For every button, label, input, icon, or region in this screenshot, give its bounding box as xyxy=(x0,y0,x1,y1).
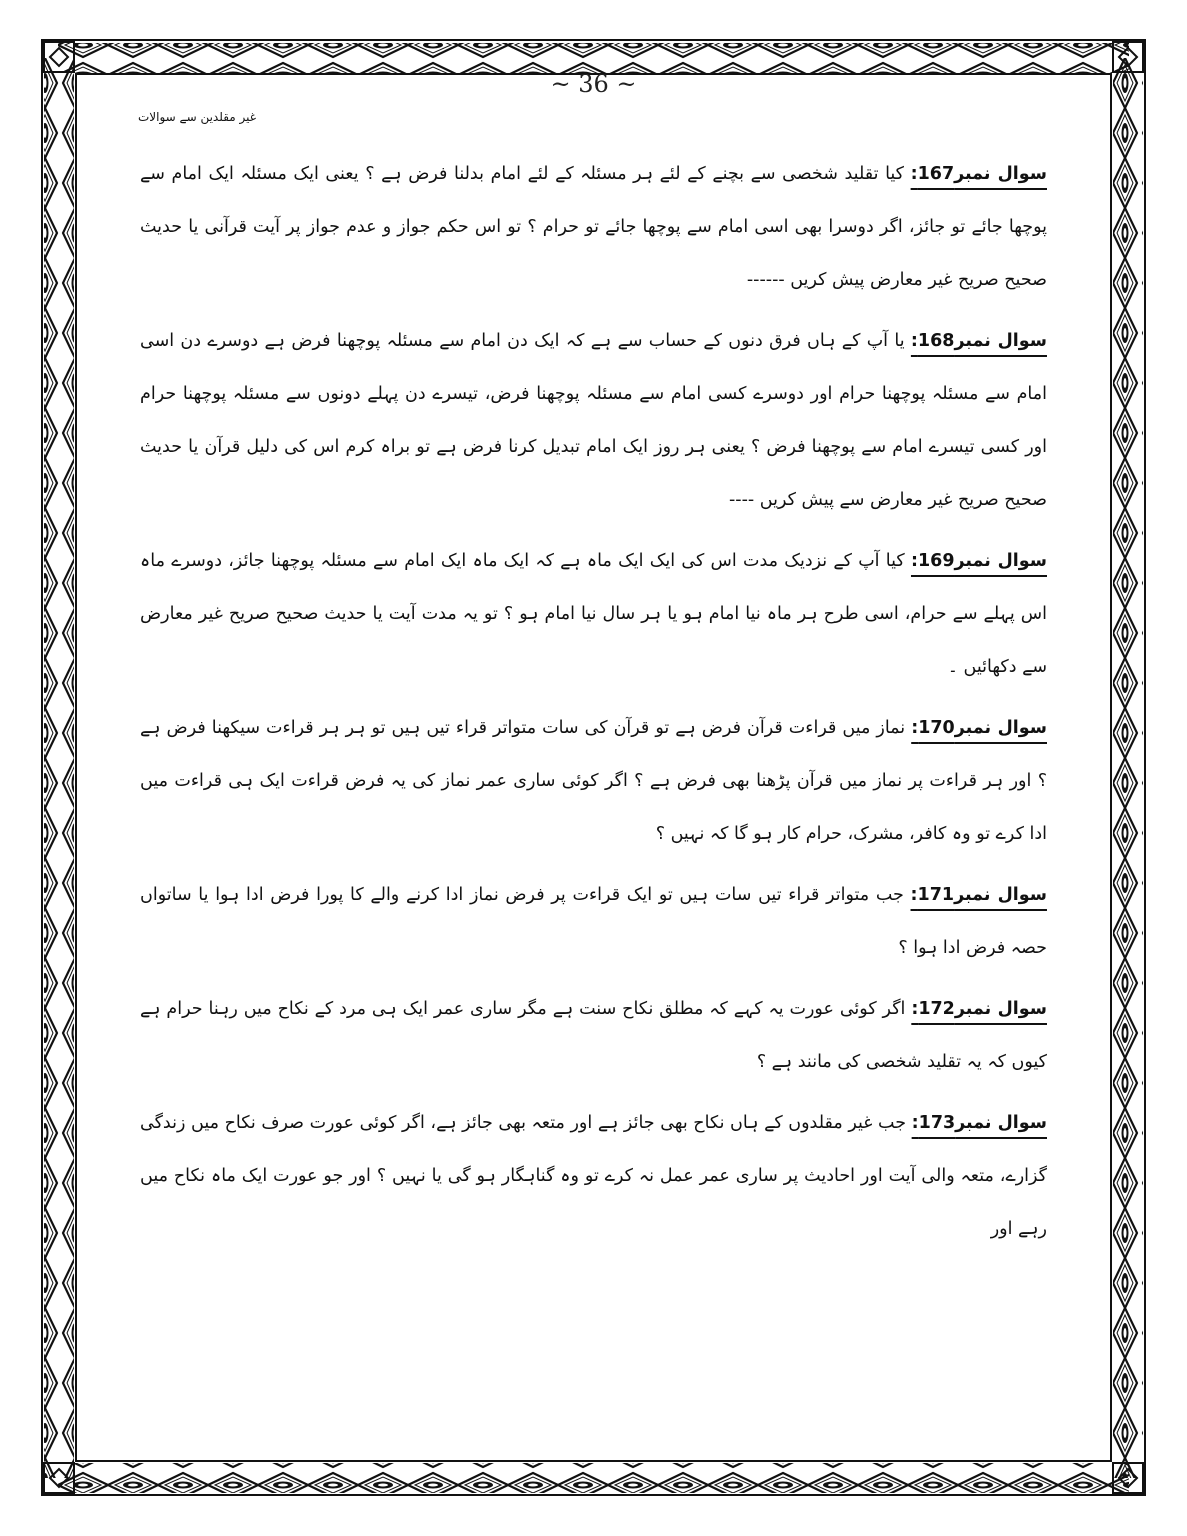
question-label: سوال نمبر173: xyxy=(911,1113,1047,1133)
question-170 xyxy=(140,702,1047,861)
question-text: جب متواتر قراء تیں سات ہیں تو ایک قراءت پر فرض نماز ادا کرنے والے کا پورا فرض ادا ہوا یا ساتواں حصہ فرض ادا ہوا ؟ xyxy=(140,885,1047,958)
running-header: غیر مقلدین سے سوالات xyxy=(138,110,257,124)
question-label: سوال نمبر171: xyxy=(910,885,1047,905)
question-text: یا آپ کے ہاں فرق دنوں کے حساب سے ہے کہ ایک دن امام سے مسئلہ پوچھنا فرض ہے دوسرے دن اسی امام سے مسئلہ پوچھنا حرام اور دوسرے کسی امام سے مسئلہ پوچھنا فرض، تیسرے دن پہلے دونوں سے مسئلہ پوچھنا حرام اور کسی تیسرے امام سے پوچھنا فرض ؟ یعنی ہر روز ایک امام تبدیل کرنا فرض ہے تو براہ کرم اس کی دلیل قرآن یا حدیث صحیح صریح غیر معارض سے پیش کریں ---- xyxy=(140,331,1047,510)
question-text: جب غیر مقلدوں کے ہاں نکاح بھی جائز ہے اور متعہ بھی جائز ہے، اگر کوئی عورت صرف نکاح میں زندگی گزارے، متعہ والی آیت اور احادیث پر ساری عمر عمل نہ کرے تو وہ گناہگار ہو گی یا نہیں ؟ اور جو عورت ایک ماہ نکاح میں رہے اور xyxy=(140,1113,1047,1239)
question-167 xyxy=(140,148,1047,307)
question-173 xyxy=(140,1097,1047,1256)
page-number: ~ 36 ~ xyxy=(550,70,637,98)
question-171 xyxy=(140,869,1047,975)
question-label: سوال نمبر170: xyxy=(911,718,1047,738)
question-172 xyxy=(140,983,1047,1089)
question-label: سوال نمبر167: xyxy=(910,164,1047,184)
question-label: سوال نمبر168: xyxy=(910,331,1047,351)
questions-body xyxy=(140,148,1047,1256)
question-text: نماز میں قراءت قرآن فرض ہے تو قرآن کی سات متواتر قراء تیں ہیں تو ہر ہر قراءت سیکھنا فرض ہے ؟ اور ہر قراءت پر نماز میں قرآن پڑھنا بھی فرض ہے ؟ اگر کوئی ساری عمر نماز کی یہ فرض قراءت ایک ہی قراءت میں ادا کرے تو وہ کافر، مشرک، حرام کار ہو گا کہ نہیں ؟ xyxy=(140,718,1047,844)
question-text: کیا آپ کے نزدیک مدت اس کی ایک ایک ماہ ہے کہ ایک ماہ ایک امام سے مسئلہ پوچھنا جائز، دوسرے ماہ اس پہلے سے حرام، اسی طرح ہر ماہ نیا امام ہو یا ہر سال نیا امام ہو ؟ تو یہ مدت آیت یا حدیث صحیح صریح غیر معارض سے دکھائیں ۔ xyxy=(140,551,1047,677)
question-label: سوال نمبر169: xyxy=(910,551,1047,571)
question-169 xyxy=(140,535,1047,694)
question-label: سوال نمبر172: xyxy=(911,999,1047,1019)
question-text: اگر کوئی عورت یہ کہے کہ مطلق نکاح سنت ہے مگر ساری عمر ایک ہی مرد کے نکاح میں رہنا حرام ہے کیوں کہ یہ تقلید شخصی کی مانند ہے ؟ xyxy=(140,999,1047,1072)
question-text: کیا تقلید شخصی سے بچنے کے لئے ہر مسئلہ کے لئے امام بدلنا فرض ہے ؟ یعنی ایک مسئلہ ایک امام سے پوچھا جائے تو جائز، اگر دوسرا بھی اسی امام سے پوچھا جائے تو حرام ؟ تو اس حکم جواز و عدم جواز پر آیت قرآنی یا حدیث صحیح صریح غیر معارض پیش کریں ------ xyxy=(140,164,1047,290)
question-168 xyxy=(140,315,1047,527)
